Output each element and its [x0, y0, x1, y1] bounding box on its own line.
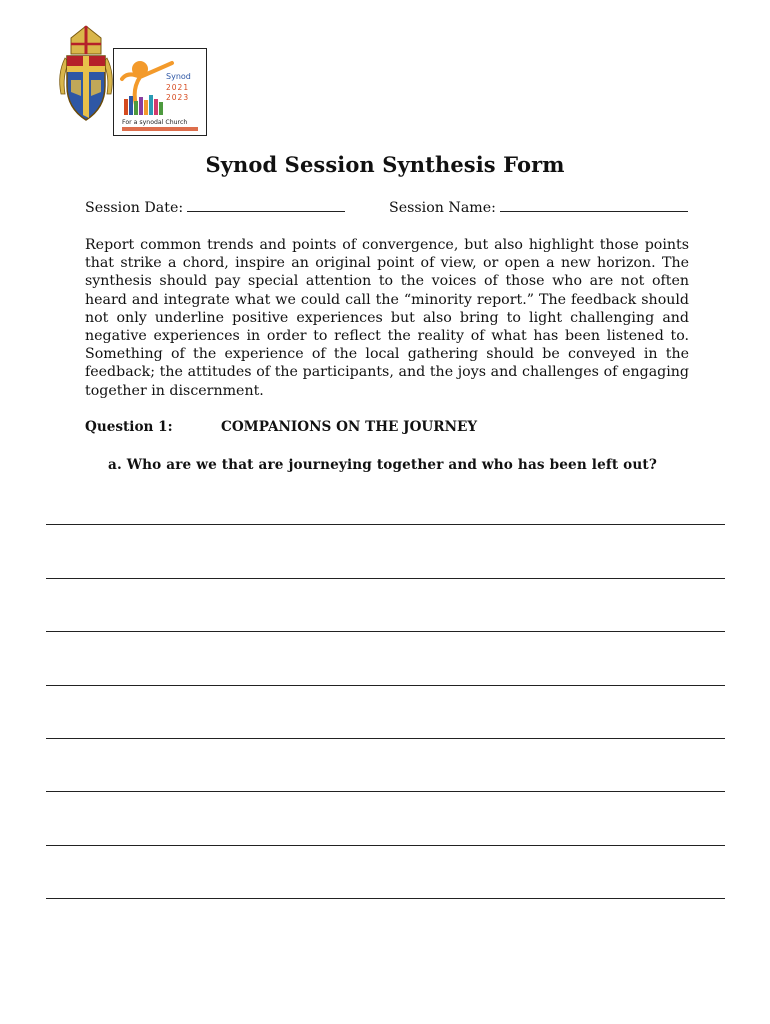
answer-line[interactable]: [46, 631, 725, 632]
answer-line[interactable]: [46, 738, 725, 739]
svg-text:Synod: Synod: [166, 72, 191, 81]
answer-line[interactable]: [46, 685, 725, 686]
session-date-label: Session Date:: [85, 200, 184, 216]
answer-line[interactable]: [46, 845, 725, 846]
answer-lines: [46, 0, 725, 1024]
answer-line[interactable]: [46, 791, 725, 792]
instructions-paragraph: Report common trends and points of convergence, but also highlight those points that strike a chord, inspire an original point of view, or open a new horizon. The synthesis should pay special attention to the voices of those who are not often heard and integrate what we could call the “minority report.” The feedback should not only underline positive experiences but also bring to light challenging and negative experiences in order to reflect the reality of what has been listened to. Something of the experience of the local gathering should be conveyed in the feedback; the attitudes of the participants, and the joys and challenges of engaging together in discernment.: [85, 237, 689, 399]
svg-text:2023: 2023: [166, 93, 190, 102]
answer-line[interactable]: [46, 898, 725, 899]
answer-line[interactable]: [46, 578, 725, 579]
svg-text:2021: 2021: [166, 83, 190, 92]
svg-text:For a synodal Church: For a synodal Church: [122, 119, 188, 126]
answer-line[interactable]: [46, 524, 725, 525]
question-heading: COMPANIONS ON THE JOURNEY: [221, 419, 478, 435]
session-name-label: Session Name:: [389, 200, 496, 216]
form-title: Synod Session Synthesis Form: [205, 152, 565, 177]
sub-question-a: a. Who are we that are journeying together and who has been left out?: [108, 457, 657, 473]
question-label: Question 1:: [85, 419, 173, 435]
